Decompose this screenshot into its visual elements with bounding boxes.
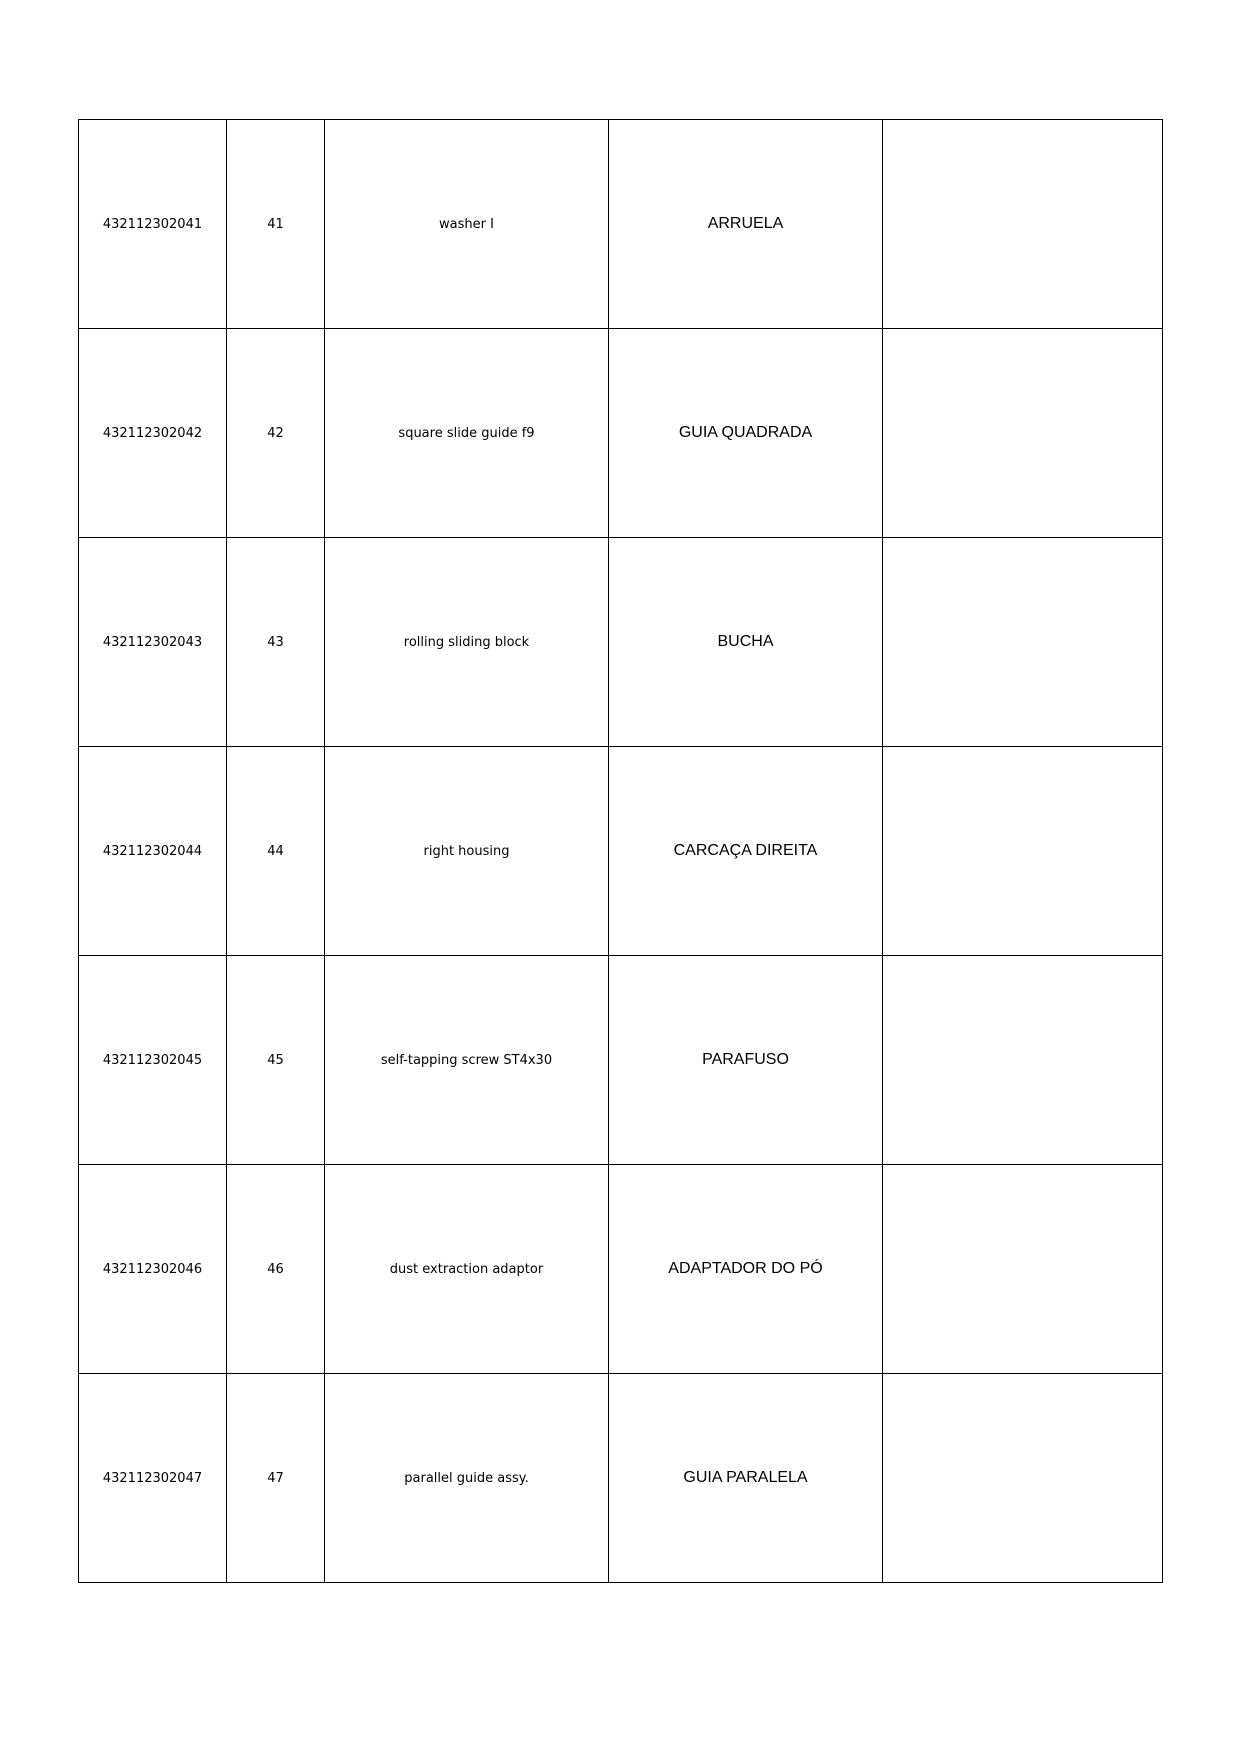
portuguese-description-cell: PARAFUSO <box>609 956 883 1165</box>
empty-cell <box>883 1165 1163 1374</box>
portuguese-description-cell: CARCAÇA DIREITA <box>609 747 883 956</box>
english-description-cell: parallel guide assy. <box>325 1374 609 1583</box>
empty-cell <box>883 956 1163 1165</box>
table-row <box>79 1374 1163 1583</box>
portuguese-description-cell: ADAPTADOR DO PÓ <box>609 1165 883 1374</box>
item-number-cell: 47 <box>227 1374 325 1583</box>
english-description-cell: rolling sliding block <box>325 538 609 747</box>
item-number-cell: 41 <box>227 120 325 329</box>
empty-cell <box>883 538 1163 747</box>
portuguese-description-cell: ARRUELA <box>609 120 883 329</box>
portuguese-description-cell: BUCHA <box>609 538 883 747</box>
item-number-cell: 45 <box>227 956 325 1165</box>
empty-cell <box>883 747 1163 956</box>
part-code-cell: 432112302043 <box>79 538 227 747</box>
english-description-cell: self-tapping screw ST4x30 <box>325 956 609 1165</box>
table-row <box>79 538 1163 747</box>
part-code-cell: 432112302042 <box>79 329 227 538</box>
part-code-cell: 432112302047 <box>79 1374 227 1583</box>
item-number-cell: 44 <box>227 747 325 956</box>
table-row <box>79 120 1163 329</box>
portuguese-description-cell: GUIA PARALELA <box>609 1374 883 1583</box>
part-code-cell: 432112302044 <box>79 747 227 956</box>
part-code-cell: 432112302046 <box>79 1165 227 1374</box>
item-number-cell: 46 <box>227 1165 325 1374</box>
english-description-cell: washer I <box>325 120 609 329</box>
part-code-cell: 432112302041 <box>79 120 227 329</box>
english-description-cell: right housing <box>325 747 609 956</box>
item-number-cell: 42 <box>227 329 325 538</box>
table-row <box>79 747 1163 956</box>
empty-cell <box>883 329 1163 538</box>
table-row <box>79 1165 1163 1374</box>
empty-cell <box>883 120 1163 329</box>
item-number-cell: 43 <box>227 538 325 747</box>
empty-cell <box>883 1374 1163 1583</box>
english-description-cell: dust extraction adaptor <box>325 1165 609 1374</box>
english-description-cell: square slide guide f9 <box>325 329 609 538</box>
table-row <box>79 329 1163 538</box>
portuguese-description-cell: GUIA QUADRADA <box>609 329 883 538</box>
part-code-cell: 432112302045 <box>79 956 227 1165</box>
parts-table <box>78 119 1163 1583</box>
table-row <box>79 956 1163 1165</box>
